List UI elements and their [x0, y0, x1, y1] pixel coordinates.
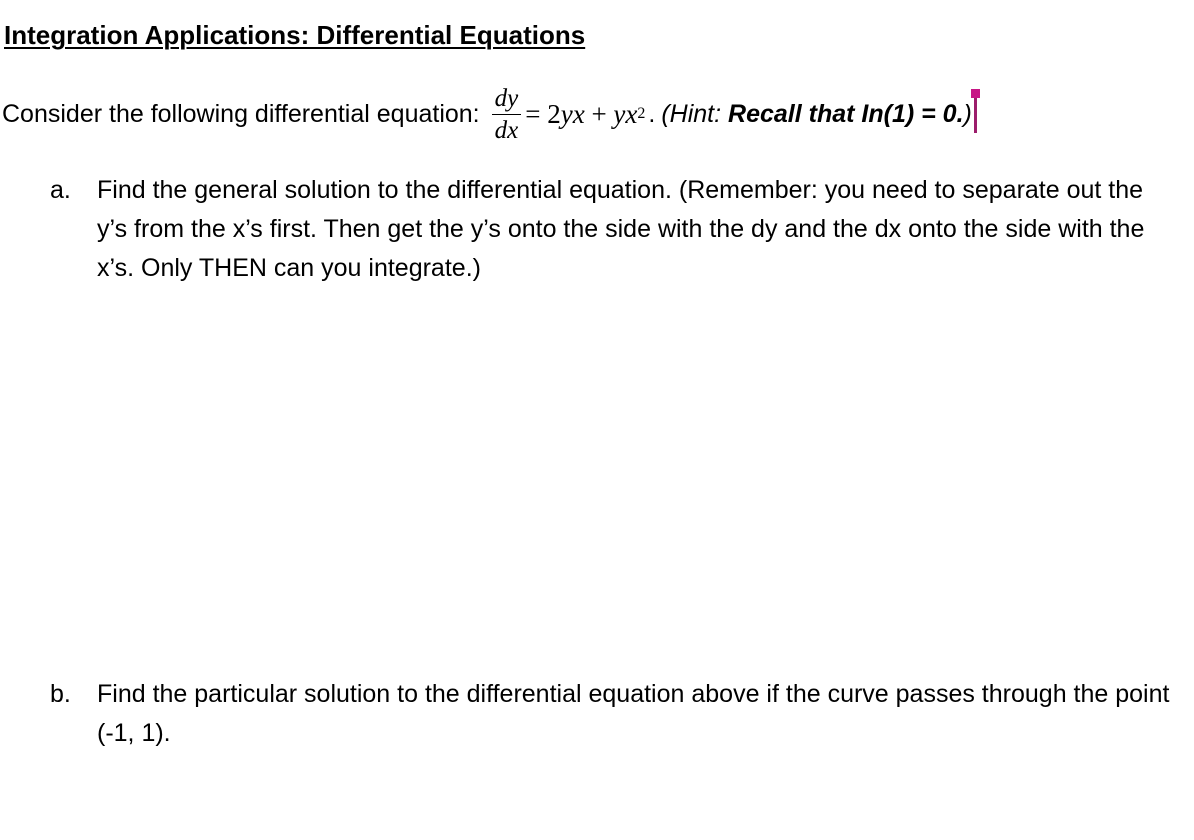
- question-a-text: Find the general solution to the differential equation. (Remember: you need to separate out the y’s from the x’s first. Then get the y’s onto the side with the dy and the dx onto the side with the x’s. Only THEN can you integrate.): [97, 176, 1145, 282]
- fraction-numerator: dy: [492, 86, 522, 115]
- equation-term-2: yx: [613, 98, 638, 129]
- fraction-denominator: dx: [494, 116, 519, 144]
- question-b-text: Find the particular solution to the differential equation above if the curve passes through the point (-1, 1).: [97, 680, 1170, 747]
- question-b-marker: b.: [50, 680, 71, 708]
- derivative-fraction: [492, 86, 522, 143]
- document-title: Integration Applications: Differential Equations: [4, 20, 586, 50]
- intro-line: [2, 82, 977, 146]
- question-a: [50, 171, 1170, 288]
- equation-equals: = 2: [525, 98, 561, 129]
- intro-text: Consider the following differential equation:: [2, 99, 480, 128]
- equation-plus: +: [584, 98, 614, 129]
- equation-period: .: [648, 99, 656, 128]
- hint-bold-text: Recall that In(1) = 0.: [728, 99, 964, 128]
- text-cursor: [974, 95, 977, 133]
- equation-term-1: yx: [560, 98, 585, 129]
- question-a-marker: a.: [50, 176, 71, 204]
- hint: [661, 100, 972, 129]
- hint-open: (Hint:: [661, 99, 729, 128]
- differential-equation: [492, 86, 656, 143]
- question-b: [50, 675, 1170, 753]
- equation-exponent: 2: [637, 105, 646, 122]
- hint-close: ): [963, 99, 972, 128]
